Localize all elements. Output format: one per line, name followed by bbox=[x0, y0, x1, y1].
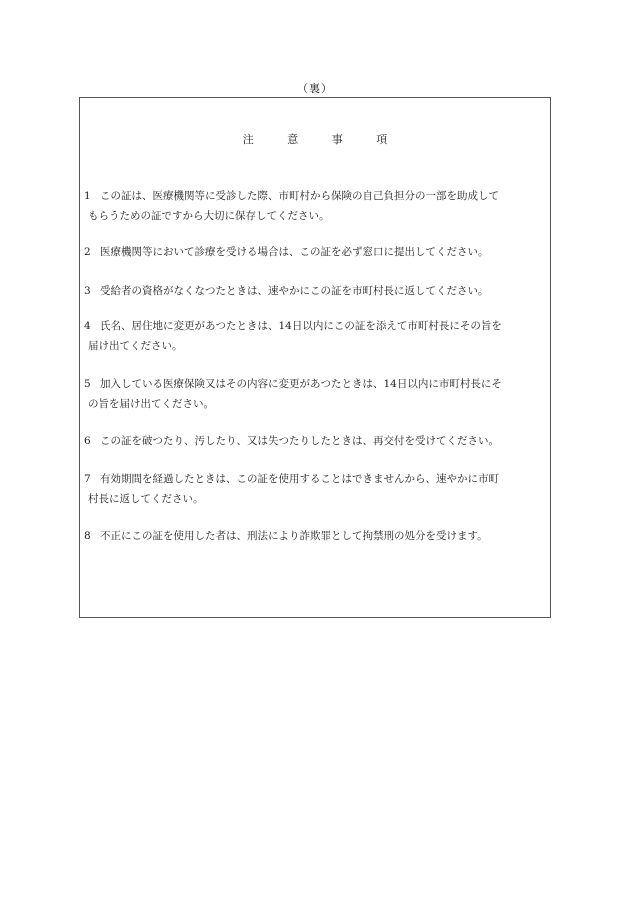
notice-item-4 bbox=[84, 316, 546, 356]
notice-item-7 bbox=[84, 469, 546, 509]
item-text-line1: 氏名、居住地に変更があつたときは、14日以内にこの証を添えて市町村長にその旨を bbox=[100, 320, 502, 332]
item-number: 6 bbox=[84, 435, 91, 447]
item-number: 7 bbox=[84, 473, 91, 485]
item-text-line1: 加入している医療保険又はその内容に変更があつたときは、14日以内に市町村長にそ bbox=[100, 378, 502, 390]
item-text-line2: もらうための証ですから大切に保存してください。 bbox=[88, 210, 330, 222]
notice-item-5 bbox=[84, 374, 546, 414]
item-number: 4 bbox=[84, 320, 91, 332]
item-text-line1: 受給者の資格がなくなつたときは、速やかにこの証を市町村長に返してください。 bbox=[100, 285, 489, 297]
notice-title bbox=[0, 131, 630, 147]
notice-item-3 bbox=[84, 281, 546, 301]
notice-item-2 bbox=[84, 242, 546, 262]
notice-item-8 bbox=[84, 526, 546, 546]
item-text-line1: この証は、医療機関等に受診した際、市町村から保険の自己負担分の一部を助成して bbox=[100, 190, 499, 202]
item-text-line2: 村長に返してください。 bbox=[88, 493, 204, 505]
item-text-line1: 医療機関等において診療を受ける場合は、この証を必ず窓口に提出してください。 bbox=[100, 246, 489, 258]
item-text-line1: この証を破つたり、汚したり、又は失つたりしたときは、再交付を受けてください。 bbox=[100, 435, 499, 447]
item-text-line1: 有効期間を経過したときは、この証を使用することはできませんから、速やかに市町 bbox=[100, 473, 499, 485]
item-number: 8 bbox=[84, 530, 91, 542]
item-number: 3 bbox=[84, 285, 91, 297]
item-number: 2 bbox=[84, 246, 91, 258]
title-char: 注 bbox=[242, 133, 254, 146]
title-char: 意 bbox=[287, 133, 299, 146]
item-text-line1: 不正にこの証を使用した者は、刑法により詐欺罪として拘禁刑の処分を受けます。 bbox=[100, 530, 488, 542]
item-text-line2: の旨を届け出てください。 bbox=[88, 398, 214, 410]
notice-item-1 bbox=[84, 186, 546, 226]
item-number: 1 bbox=[84, 190, 91, 202]
title-char: 項 bbox=[376, 133, 388, 146]
reverse-side-label: （裏） bbox=[297, 82, 333, 95]
title-char: 事 bbox=[331, 133, 343, 146]
item-text-line2: 届け出てください。 bbox=[88, 340, 183, 352]
notice-item-6 bbox=[84, 431, 546, 451]
item-number: 5 bbox=[84, 378, 91, 390]
